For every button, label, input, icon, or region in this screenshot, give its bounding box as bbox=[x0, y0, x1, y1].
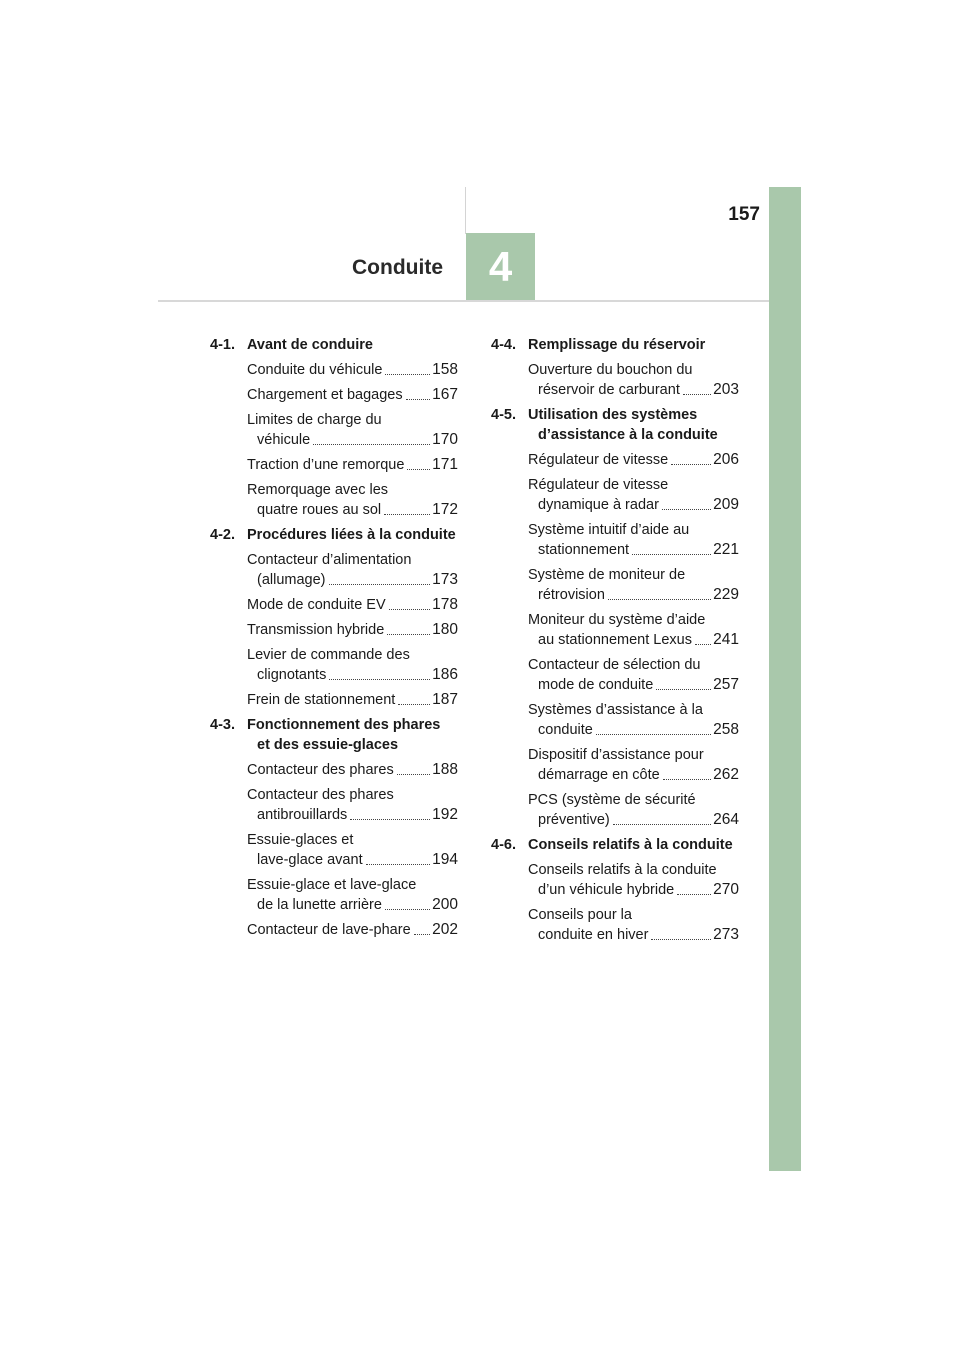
toc-section-heading bbox=[491, 835, 739, 855]
entry-title-continued: véhicule bbox=[257, 432, 311, 448]
toc-entry-line bbox=[247, 665, 458, 685]
entry-page-number: 257 bbox=[713, 676, 739, 693]
toc-right-column bbox=[491, 335, 739, 950]
toc-entry-line bbox=[247, 500, 458, 520]
dot-leader bbox=[414, 920, 430, 935]
entry-title-continued: stationnement bbox=[538, 542, 630, 558]
entry-title: Contacteur de sélection du bbox=[528, 657, 701, 673]
toc-entry[interactable] bbox=[210, 550, 458, 590]
entry-title-continued: antibrouillards bbox=[257, 807, 348, 823]
toc-entry[interactable] bbox=[210, 410, 458, 450]
toc-entry[interactable] bbox=[210, 920, 458, 940]
entry-page-number: 194 bbox=[432, 851, 458, 868]
toc-entry-line bbox=[528, 380, 739, 400]
toc-entry-line bbox=[528, 630, 739, 650]
entry-title: Mode de conduite EV bbox=[247, 597, 386, 613]
entry-title-continued: démarrage en côte bbox=[538, 767, 660, 783]
entry-title-continued: réservoir de carburant bbox=[538, 382, 680, 398]
entry-page-number: 221 bbox=[713, 541, 739, 558]
toc-entry-line bbox=[247, 570, 458, 590]
dot-leader bbox=[651, 925, 711, 940]
header-vertical-divider bbox=[465, 187, 466, 234]
toc-section-heading bbox=[210, 335, 458, 355]
header-horizontal-divider bbox=[158, 300, 769, 302]
entry-title-continued: quatre roues au sol bbox=[257, 502, 382, 518]
entry-title-continued: dynamique à radar bbox=[538, 497, 659, 513]
section-title: Avant de conduire bbox=[247, 337, 373, 353]
entry-title-continued: conduite en hiver bbox=[538, 927, 649, 943]
dot-leader bbox=[632, 540, 711, 555]
entry-page-number: 187 bbox=[432, 691, 458, 708]
toc-entry[interactable] bbox=[210, 480, 458, 520]
toc-entry[interactable] bbox=[491, 860, 739, 900]
toc-entry[interactable] bbox=[491, 790, 739, 830]
entry-title-continued: d’un véhicule hybride bbox=[538, 882, 675, 898]
entry-title: Traction d’une remorque bbox=[247, 457, 405, 473]
entry-title: PCS (système de sécurité bbox=[528, 792, 696, 808]
entry-page-number: 170 bbox=[432, 431, 458, 448]
toc-entry[interactable] bbox=[210, 760, 458, 780]
entry-title-continued: mode de conduite bbox=[538, 677, 654, 693]
entry-page-number: 209 bbox=[713, 496, 739, 513]
section-number: 4-5. bbox=[491, 407, 516, 423]
toc-entry[interactable] bbox=[210, 455, 458, 475]
dot-leader bbox=[677, 880, 711, 895]
entry-title-continued: rétrovision bbox=[538, 587, 605, 603]
entry-title: Levier de commande des bbox=[247, 647, 410, 663]
toc-entry-line bbox=[528, 720, 739, 740]
entry-page-number: 172 bbox=[432, 501, 458, 518]
entry-page-number: 180 bbox=[432, 621, 458, 638]
toc-left-column bbox=[210, 335, 458, 945]
toc-entry-line bbox=[528, 450, 739, 470]
toc-entry-line bbox=[247, 620, 458, 640]
section-title-continued: d’assistance à la conduite bbox=[538, 427, 718, 443]
toc-entry[interactable] bbox=[491, 450, 739, 470]
toc-section-heading bbox=[210, 715, 458, 755]
dot-leader bbox=[385, 360, 430, 375]
toc-section-heading bbox=[491, 335, 739, 355]
dot-leader bbox=[313, 430, 430, 445]
dot-leader bbox=[683, 380, 711, 395]
dot-leader bbox=[384, 500, 430, 515]
entry-title: Dispositif d’assistance pour bbox=[528, 747, 704, 763]
entry-page-number: 158 bbox=[432, 361, 458, 378]
dot-leader bbox=[613, 810, 711, 825]
chapter-side-tab bbox=[769, 187, 801, 1171]
entry-title: Limites de charge du bbox=[247, 412, 382, 428]
toc-entry-line bbox=[247, 805, 458, 825]
toc-entry-line bbox=[247, 430, 458, 450]
toc-entry[interactable] bbox=[491, 520, 739, 560]
entry-page-number: 200 bbox=[432, 896, 458, 913]
section-number: 4-3. bbox=[210, 717, 235, 733]
dot-leader bbox=[663, 765, 711, 780]
toc-entry[interactable] bbox=[210, 830, 458, 870]
dot-leader bbox=[608, 585, 711, 600]
entry-page-number: 186 bbox=[432, 666, 458, 683]
toc-entry[interactable] bbox=[491, 745, 739, 785]
page-number: 157 bbox=[728, 204, 760, 225]
entry-title: Régulateur de vitesse bbox=[528, 452, 669, 468]
entry-page-number: 258 bbox=[713, 721, 739, 738]
entry-title: Système de moniteur de bbox=[528, 567, 686, 583]
toc-entry-line bbox=[247, 385, 458, 405]
toc-entry[interactable] bbox=[491, 905, 739, 945]
entry-title-continued: lave-glace avant bbox=[257, 852, 363, 868]
entry-title-continued: clignotants bbox=[257, 667, 327, 683]
entry-page-number: 206 bbox=[713, 451, 739, 468]
dot-leader bbox=[397, 760, 430, 775]
dot-leader bbox=[596, 720, 711, 735]
entry-title: Remorquage avec les bbox=[247, 482, 389, 498]
toc-entry[interactable] bbox=[210, 875, 458, 915]
toc-entry[interactable] bbox=[210, 690, 458, 710]
entry-page-number: 264 bbox=[713, 811, 739, 828]
entry-page-number: 229 bbox=[713, 586, 739, 603]
entry-title-continued: (allumage) bbox=[257, 572, 326, 588]
entry-title: Contacteur des phares bbox=[247, 762, 394, 778]
section-title: Procédures liées à la conduite bbox=[247, 527, 456, 543]
dot-leader bbox=[656, 675, 711, 690]
entry-title: Conduite du véhicule bbox=[247, 362, 383, 378]
dot-leader bbox=[350, 805, 430, 820]
toc-entry-line bbox=[247, 455, 458, 475]
toc-entry[interactable] bbox=[210, 620, 458, 640]
toc-entry-line bbox=[247, 690, 458, 710]
chapter-number: 4 bbox=[488, 243, 513, 290]
toc-section-heading bbox=[491, 405, 739, 445]
entry-page-number: 202 bbox=[432, 921, 458, 938]
entry-title: Système intuitif d’aide au bbox=[528, 522, 690, 538]
section-number: 4-6. bbox=[491, 837, 516, 853]
entry-title: Chargement et bagages bbox=[247, 387, 403, 403]
toc-entry[interactable] bbox=[210, 360, 458, 380]
dot-leader bbox=[407, 455, 430, 470]
toc-entry-line bbox=[247, 760, 458, 780]
toc-entry[interactable] bbox=[210, 595, 458, 615]
dot-leader bbox=[406, 385, 431, 400]
entry-title: Frein de stationnement bbox=[247, 692, 396, 708]
toc-entry-line bbox=[528, 495, 739, 515]
toc-entry[interactable] bbox=[210, 645, 458, 685]
toc-entry-line bbox=[247, 895, 458, 915]
entry-title-continued: au stationnement Lexus bbox=[538, 632, 692, 648]
entry-title: Ouverture du bouchon du bbox=[528, 362, 693, 378]
dot-leader bbox=[366, 850, 431, 865]
toc-entry-line bbox=[247, 850, 458, 870]
dot-leader bbox=[671, 450, 711, 465]
dot-leader bbox=[389, 595, 430, 610]
toc-entry[interactable] bbox=[491, 610, 739, 650]
toc-entry[interactable] bbox=[491, 655, 739, 695]
toc-entry[interactable] bbox=[210, 785, 458, 825]
dot-leader bbox=[387, 620, 430, 635]
entry-title-continued: conduite bbox=[538, 722, 593, 738]
dot-leader bbox=[695, 630, 711, 645]
toc-section-heading bbox=[210, 525, 458, 545]
toc-entry-line bbox=[528, 765, 739, 785]
dot-leader bbox=[329, 665, 430, 680]
chapter-title: Conduite bbox=[352, 256, 443, 279]
entry-page-number: 241 bbox=[713, 631, 739, 648]
entry-title: Conseils relatifs à la conduite bbox=[528, 862, 717, 878]
entry-title: Contacteur de lave-phare bbox=[247, 922, 411, 938]
toc-entry-line bbox=[247, 595, 458, 615]
toc-entry-line bbox=[528, 675, 739, 695]
section-number: 4-2. bbox=[210, 527, 235, 543]
entry-page-number: 171 bbox=[432, 456, 458, 473]
entry-page-number: 173 bbox=[432, 571, 458, 588]
entry-page-number: 203 bbox=[713, 381, 739, 398]
section-number: 4-1. bbox=[210, 337, 235, 353]
entry-title-continued: préventive) bbox=[538, 812, 610, 828]
entry-title: Transmission hybride bbox=[247, 622, 385, 638]
toc-entry-line bbox=[528, 585, 739, 605]
toc-entry[interactable] bbox=[491, 565, 739, 605]
entry-title: Contacteur d’alimentation bbox=[247, 552, 412, 568]
entry-title: Contacteur des phares bbox=[247, 787, 394, 803]
entry-page-number: 188 bbox=[432, 761, 458, 778]
dot-leader bbox=[398, 690, 430, 705]
toc-entry[interactable] bbox=[491, 475, 739, 515]
toc-entry-line bbox=[247, 360, 458, 380]
entry-page-number: 270 bbox=[713, 881, 739, 898]
toc-entry-line bbox=[528, 540, 739, 560]
entry-page-number: 192 bbox=[432, 806, 458, 823]
section-title: Remplissage du réservoir bbox=[528, 337, 706, 353]
entry-page-number: 167 bbox=[432, 386, 458, 403]
toc-entry-line bbox=[528, 925, 739, 945]
entry-title: Essuie-glace et lave-glace bbox=[247, 877, 417, 893]
section-title: Conseils relatifs à la conduite bbox=[528, 837, 733, 853]
dot-leader bbox=[329, 570, 431, 585]
toc-entry-line bbox=[247, 920, 458, 940]
entry-page-number: 178 bbox=[432, 596, 458, 613]
section-title: Fonctionnement des phares bbox=[247, 717, 441, 733]
section-title: Utilisation des systèmes bbox=[528, 407, 698, 423]
entry-title: Régulateur de vitesse bbox=[528, 477, 669, 493]
dot-leader bbox=[385, 895, 430, 910]
section-title-continued: et des essuie-glaces bbox=[257, 737, 399, 753]
entry-title-continued: de la lunette arrière bbox=[257, 897, 382, 913]
chapter-number-box bbox=[466, 233, 535, 301]
toc-entry[interactable] bbox=[210, 385, 458, 405]
section-number: 4-4. bbox=[491, 337, 516, 353]
entry-title: Moniteur du système d’aide bbox=[528, 612, 706, 628]
entry-title: Conseils pour la bbox=[528, 907, 632, 923]
toc-entry-line bbox=[528, 880, 739, 900]
entry-page-number: 273 bbox=[713, 926, 739, 943]
entry-page-number: 262 bbox=[713, 766, 739, 783]
dot-leader bbox=[662, 495, 711, 510]
entry-title: Systèmes d’assistance à la bbox=[528, 702, 703, 718]
entry-title: Essuie-glaces et bbox=[247, 832, 354, 848]
toc-entry[interactable] bbox=[491, 700, 739, 740]
toc-entry[interactable] bbox=[491, 360, 739, 400]
toc-entry-line bbox=[528, 810, 739, 830]
